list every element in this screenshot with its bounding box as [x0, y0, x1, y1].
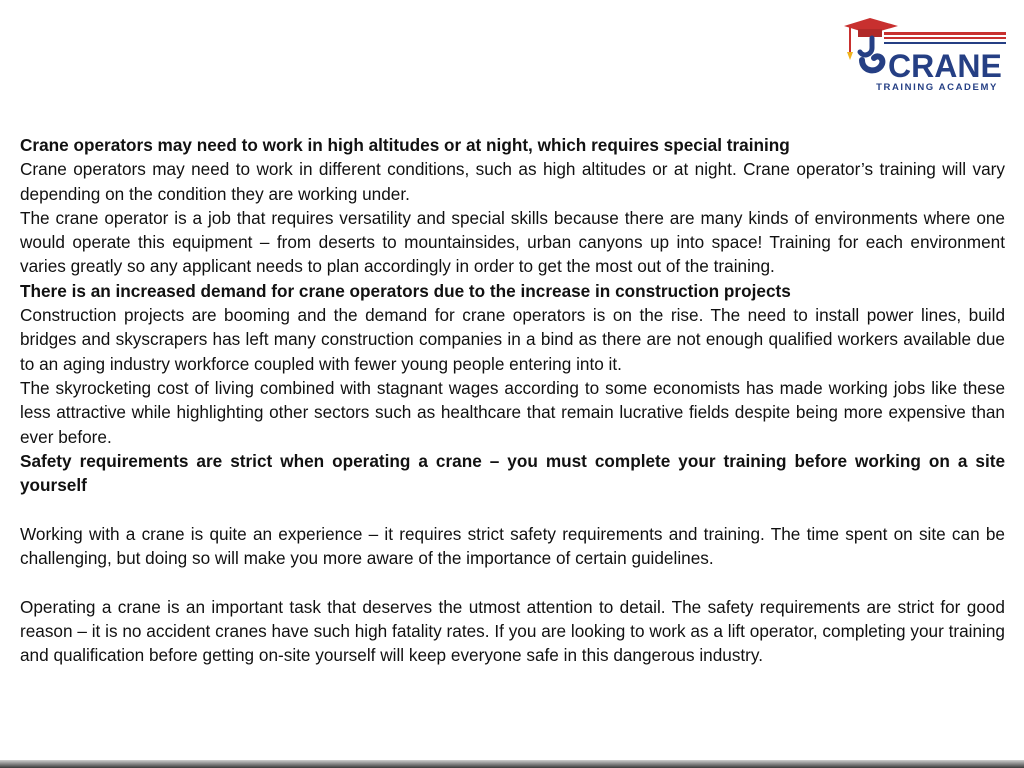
body-paragraph: The crane operator is a job that requires versatility and special skills because there are many kinds of environments where one would operate this equipment – from deserts to mountainsides, urban canyons up into space! Training for each environment varies greatly so any applicant needs to plan accordingly in order to get the most out of the training.	[20, 207, 1005, 277]
section-heading: Crane operators may need to work in high altitudes or at night, which requires special training	[20, 135, 790, 155]
body-paragraph: Crane operators may need to work in different conditions, such as high altitudes or at night. Crane operator’s training will vary depending on the condition they are working under.	[20, 159, 1005, 204]
logo-tagline: TRAINING ACADEMY	[876, 82, 998, 93]
logo-wordmark: CRANE	[888, 48, 1002, 84]
section-heading: There is an increased demand for crane operators due to the increase in construction projects	[20, 280, 791, 301]
body-paragraph: Working with a crane is quite an experience – it requires strict safety requirements and training. The time spent on site can be challenging, but doing so will make you more aware of the importance of certain guidelines.	[20, 523, 1005, 569]
crane-training-academy-logo	[842, 14, 1008, 94]
bottom-divider-bar	[0, 760, 1024, 768]
body-paragraph: The skyrocketing cost of living combined with stagnant wages according to some economists has made working jobs like these less attractive while highlighting other sectors such as healthcare that remain lucrative fields despite being more expensive than ever before.	[20, 377, 1005, 447]
paragraph-spacer	[20, 570, 1005, 594]
article-body	[20, 133, 1005, 668]
paragraph-spacer	[20, 497, 1005, 521]
section-heading: Safety requirements are strict when operating a crane – you must complete your training before working on a site yourself	[20, 450, 1005, 496]
body-paragraph: Operating a crane is an important task that deserves the utmost attention to detail. The safety requirements are strict for good reason – it is no accident cranes have such high fatality rates. If you are looking to work as a lift operator, completing your training and qualification before getting on-site yourself will keep everyone safe in this dangerous industry.	[20, 596, 1005, 666]
body-paragraph: Construction projects are booming and the demand for crane operators is on the rise. The need to install power lines, build bridges and skyscrapers has left many construction companies in a bind as there are not enough qualified workers available due to an aging industry workforce coupled with fewer young people entering into it.	[20, 305, 1005, 374]
